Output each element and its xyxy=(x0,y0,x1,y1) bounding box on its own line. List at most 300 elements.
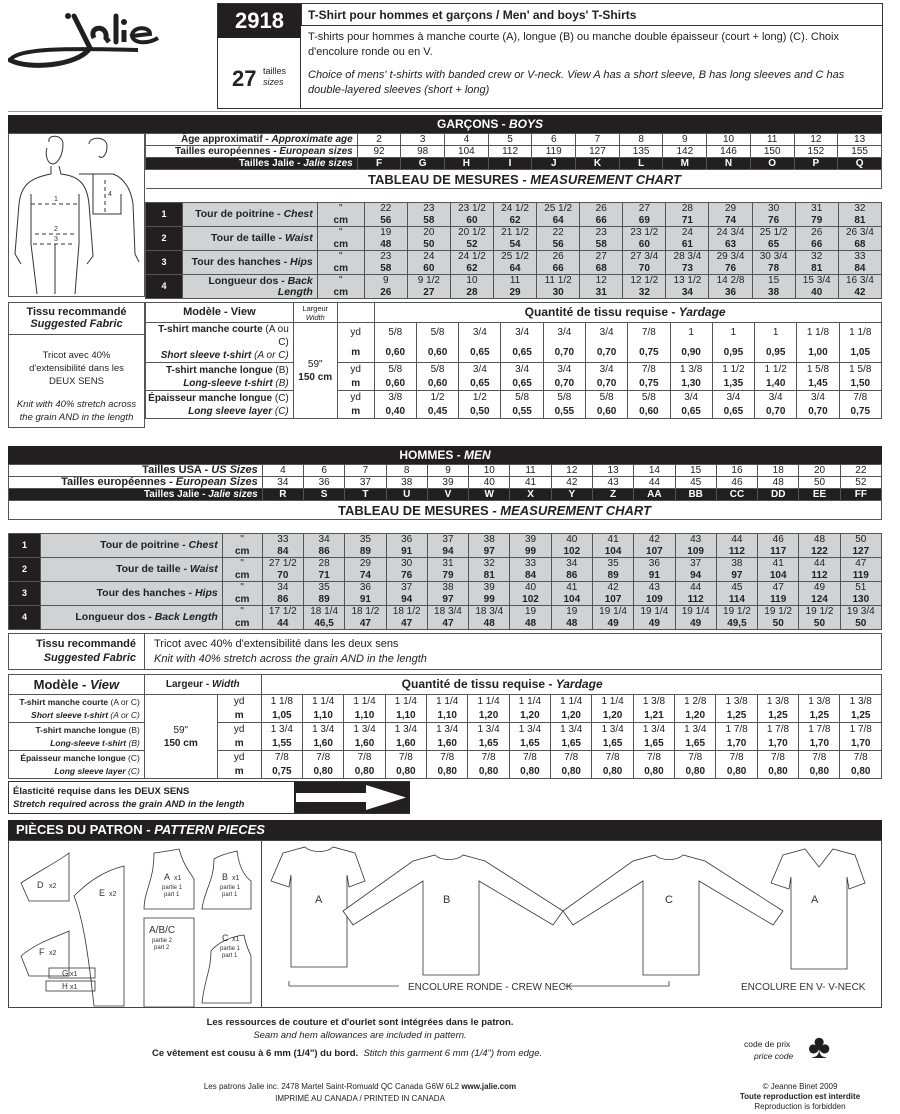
stretch-arrow-icon xyxy=(294,782,410,813)
yardage-yd: 7/8 xyxy=(840,751,882,765)
size-cell: 42 xyxy=(551,477,592,489)
measurement-row xyxy=(9,582,882,594)
yardage-row xyxy=(146,363,882,377)
age-cell: 5 xyxy=(488,134,532,146)
men-jalie-sizes-row xyxy=(9,489,882,501)
cm-value: 28 xyxy=(450,287,493,299)
size-cell: 12 xyxy=(551,465,592,477)
size-cell: 46 xyxy=(716,477,757,489)
yardage-m: 0,80 xyxy=(385,765,426,779)
reproduction-fr: Toute reproduction est interdite xyxy=(739,1092,861,1101)
yardage-m: 0,45 xyxy=(416,405,458,419)
yardage-m: 1,70 xyxy=(757,737,798,751)
unit-m: m xyxy=(217,765,261,779)
view-column-header: Modèle - View xyxy=(146,303,294,323)
size-cell: 52 xyxy=(840,477,881,489)
yardage-m: 1,65 xyxy=(551,737,592,751)
cm-value: 49,5 xyxy=(716,618,757,630)
svg-text:partie 2: partie 2 xyxy=(152,938,173,944)
inch-value: 26 xyxy=(580,203,623,215)
yardage-m: 1,20 xyxy=(592,709,633,723)
yardage-m: 0,90 xyxy=(670,343,712,363)
fabric-width: 59" 150 cm xyxy=(144,695,217,779)
inch-value: 45 xyxy=(716,582,757,594)
cm-value: 71 xyxy=(303,570,344,582)
unit-inch: " xyxy=(222,558,262,570)
size-cell: 34 xyxy=(262,477,303,489)
size-cell: 119 xyxy=(532,146,576,158)
size-count-box xyxy=(218,38,301,109)
yardage-m: 0,80 xyxy=(303,765,344,779)
yardage-yd: 1 xyxy=(755,323,797,343)
age-cell: 13 xyxy=(838,134,882,146)
measurement-number: 4 xyxy=(9,606,41,630)
inch-value: 14 2/8 xyxy=(709,275,752,287)
yardage-yd: 1 1/4 xyxy=(468,695,509,709)
size-cell: 104 xyxy=(445,146,489,158)
cm-value: 89 xyxy=(345,546,386,558)
svg-text:x1: x1 xyxy=(232,875,240,882)
yardage-header-row xyxy=(9,675,882,695)
unit-yd: yd xyxy=(217,723,261,737)
age-cell: 4 xyxy=(445,134,489,146)
yardage-yd: 1 7/8 xyxy=(840,723,882,737)
size-cell: CC xyxy=(716,489,757,501)
inch-value: 15 xyxy=(752,275,795,287)
yardage-yd: 7/8 xyxy=(468,751,509,765)
yardage-yd: 1 7/8 xyxy=(716,723,757,737)
cm-value: 48 xyxy=(551,618,592,630)
crew-neck-label: ENCOLURE RONDE - CREW NECK xyxy=(408,982,573,993)
men-eu-sizes-row xyxy=(9,477,882,489)
measurement-label: Tour des hanches - Hips xyxy=(40,582,222,606)
cm-value: 79 xyxy=(427,570,468,582)
yardage-yd: 7/8 xyxy=(716,751,757,765)
unit-yd: yd xyxy=(337,391,374,405)
cm-value: 86 xyxy=(262,594,303,606)
inch-value: 23 xyxy=(364,251,407,263)
inch-value: 22 xyxy=(364,203,407,215)
inch-value: 44 xyxy=(716,534,757,546)
yardage-yd: 5/8 xyxy=(374,363,416,377)
yardage-yd: 1/2 xyxy=(416,391,458,405)
website-link[interactable]: www.jalie.com xyxy=(461,1082,517,1091)
inch-value: 34 xyxy=(551,558,592,570)
cm-value: 65 xyxy=(752,239,795,251)
yardage-m: 1,70 xyxy=(716,737,757,751)
cm-value: 47 xyxy=(345,618,386,630)
age-cell: 9 xyxy=(663,134,707,146)
cm-value: 62 xyxy=(450,263,493,275)
measurement-number: 2 xyxy=(146,227,183,251)
svg-text:part 1: part 1 xyxy=(222,892,238,898)
men-fabric-box xyxy=(8,633,882,670)
cm-value: 30 xyxy=(537,287,580,299)
stretch-en: Stretch required across the grain AND in the length xyxy=(13,799,245,810)
cm-value: 68 xyxy=(838,239,881,251)
cm-value: 56 xyxy=(364,215,407,227)
cm-value: 66 xyxy=(795,239,838,251)
seam-note xyxy=(150,1016,570,1042)
cm-value: 58 xyxy=(364,263,407,275)
yardage-yd: 1 1/4 xyxy=(509,695,550,709)
yardage-m: 1,55 xyxy=(261,737,302,751)
cm-value: 32 xyxy=(623,287,666,299)
boys-fabric-box xyxy=(8,302,145,428)
size-cell: 9 xyxy=(427,465,468,477)
yardage-yd: 7/8 xyxy=(344,751,385,765)
inch-value: 18 3/4 xyxy=(469,606,510,618)
yardage-yd: 1 3/4 xyxy=(427,723,468,737)
width-column-header: Largeur Width xyxy=(293,303,337,323)
size-cell: N xyxy=(707,158,751,170)
men-heading: HOMMES - MEN xyxy=(8,446,882,464)
cm-value: 81 xyxy=(838,215,881,227)
yardage-m: 1,21 xyxy=(633,709,674,723)
piece-label: C xyxy=(222,933,229,943)
yardage-yd: 7/8 xyxy=(839,391,881,405)
inch-value: 31 xyxy=(427,558,468,570)
cm-value: 114 xyxy=(716,594,757,606)
size-cell: 40 xyxy=(469,477,510,489)
size-cell: 14 xyxy=(634,465,675,477)
inch-value: 30 3/4 xyxy=(752,251,795,263)
yardage-m: 0,70 xyxy=(585,343,627,363)
yardage-m: 1,05 xyxy=(839,343,881,363)
inch-value: 19 xyxy=(364,227,407,239)
unit-yd: yd xyxy=(337,363,374,377)
inch-value: 25 1/2 xyxy=(752,227,795,239)
price-code-en: price code xyxy=(754,1051,794,1061)
cm-value: 107 xyxy=(592,594,633,606)
pattern-pieces-diagram xyxy=(9,841,261,1007)
inch-value: 42 xyxy=(634,534,675,546)
inch-value: 35 xyxy=(592,558,633,570)
unit-cm: cm xyxy=(317,287,364,299)
cm-value: 62 xyxy=(494,215,537,227)
yardage-row xyxy=(146,323,882,343)
boys-age-row xyxy=(146,134,882,146)
size-cell: T xyxy=(345,489,386,501)
size-cell: BB xyxy=(675,489,716,501)
cm-value: 60 xyxy=(623,239,666,251)
pattern-pieces-heading: PIÈCES DU PATRON - PATTERN PIECES xyxy=(8,820,882,840)
inch-value: 26 xyxy=(795,227,838,239)
boys-jalie-row xyxy=(146,158,882,170)
yardage-yd: 7/8 xyxy=(261,751,302,765)
yardage-m: 1,10 xyxy=(344,709,385,723)
pattern-number: 2918 xyxy=(218,4,301,38)
cm-value: 89 xyxy=(303,594,344,606)
yardage-yd: 5/8 xyxy=(416,363,458,377)
yardage-row xyxy=(9,695,882,709)
unit-cm: cm xyxy=(222,618,262,630)
boys-heading: GARÇONS - BOYS xyxy=(8,115,882,133)
yardage-m: 0,80 xyxy=(840,765,882,779)
size-cell: 44 xyxy=(634,477,675,489)
cm-value: 46,5 xyxy=(303,618,344,630)
cm-value: 91 xyxy=(345,594,386,606)
yardage-m: 1,10 xyxy=(427,709,468,723)
inch-value: 44 xyxy=(799,558,840,570)
copyright: © Jeanne Binet 2009 xyxy=(762,1082,838,1091)
size-cell: M xyxy=(663,158,707,170)
yardage-yd: 7/8 xyxy=(427,751,468,765)
men-fabric-title-en: Suggested Fabric xyxy=(43,652,136,664)
cm-value: 27 xyxy=(407,287,450,299)
yardage-m: 0,70 xyxy=(797,405,839,419)
cm-value: 84 xyxy=(838,263,881,275)
measurement-number: 3 xyxy=(9,582,41,606)
size-count: 27 xyxy=(232,66,257,91)
yardage-m: 0,80 xyxy=(757,765,798,779)
inch-value: 12 xyxy=(580,275,623,287)
yardage-m: 0,75 xyxy=(839,405,881,419)
size-cell: 10 xyxy=(469,465,510,477)
v-neck-label: ENCOLURE EN V- V-NECK xyxy=(741,982,866,993)
cm-value: 29 xyxy=(494,287,537,299)
yardage-title: Quantité de tissu requise - Yardage xyxy=(261,675,881,695)
yardage-m: 1,30 xyxy=(670,377,712,391)
age-label: Âge approximatif - Approximate age xyxy=(146,134,358,146)
cm-value: 61 xyxy=(666,239,709,251)
inch-value: 19 1/4 xyxy=(675,606,716,618)
cm-value: 73 xyxy=(666,263,709,275)
cm-value: 86 xyxy=(551,570,592,582)
size-cell: 18 xyxy=(758,465,799,477)
yardage-yd: 7/8 xyxy=(303,751,344,765)
size-cell: J xyxy=(532,158,576,170)
size-cell: 8 xyxy=(386,465,427,477)
yardage-yd: 1 3/4 xyxy=(509,723,550,737)
copyright-block xyxy=(735,1082,865,1112)
printed-in: IMPRIMÉ AU CANADA / PRINTED IN CANADA xyxy=(275,1094,445,1103)
men-fabric-desc-fr: Tricot avec 40% d'extensibilité dans les deux sens xyxy=(154,638,399,650)
size-cell: V xyxy=(427,489,468,501)
stitch-note xyxy=(152,1048,542,1059)
yardage-m: 0,80 xyxy=(799,765,840,779)
yardage-yd: 3/4 xyxy=(797,391,839,405)
cm-value: 107 xyxy=(634,546,675,558)
inch-value: 17 1/2 xyxy=(262,606,303,618)
cm-value: 42 xyxy=(838,287,881,299)
size-cell: 22 xyxy=(840,465,881,477)
inch-value: 37 xyxy=(427,534,468,546)
size-cell: EE xyxy=(799,489,840,501)
cm-value: 56 xyxy=(537,239,580,251)
yardage-m: 1,25 xyxy=(757,709,798,723)
size-cell: Z xyxy=(592,489,633,501)
yardage-yd: 7/8 xyxy=(509,751,550,765)
yardage-m: 0,80 xyxy=(427,765,468,779)
inch-value: 27 xyxy=(580,251,623,263)
yardage-m: 0,70 xyxy=(755,405,797,419)
cm-value: 94 xyxy=(427,546,468,558)
size-cell: 41 xyxy=(510,477,551,489)
yardage-yd: 1 1/4 xyxy=(551,695,592,709)
cm-value: 50 xyxy=(758,618,799,630)
inch-value: 20 xyxy=(407,227,450,239)
cm-value: 47 xyxy=(427,618,468,630)
unit-m: m xyxy=(217,737,261,751)
yardage-m: 1,70 xyxy=(840,737,882,751)
cm-value: 86 xyxy=(303,546,344,558)
measurement-number: 4 xyxy=(146,275,183,299)
yardage-m: 0,55 xyxy=(543,405,585,419)
yardage-m: 0,95 xyxy=(712,343,754,363)
age-cell: 3 xyxy=(401,134,445,146)
unit-m: m xyxy=(337,377,374,391)
size-cell: 20 xyxy=(799,465,840,477)
yardage-m: 0,60 xyxy=(628,405,670,419)
cm-value: 99 xyxy=(510,546,551,558)
cm-value: 60 xyxy=(450,215,493,227)
unit-yd: yd xyxy=(217,751,261,765)
view-label: A xyxy=(811,894,819,906)
cm-value: 76 xyxy=(752,215,795,227)
width-column-header: Largeur - Width xyxy=(144,675,261,695)
cm-value: 49 xyxy=(634,618,675,630)
inch-value: 19 xyxy=(551,606,592,618)
yardage-yd: 7/8 xyxy=(628,323,670,343)
inch-value: 19 xyxy=(510,606,551,618)
cm-value: 66 xyxy=(537,263,580,275)
view-column-header: Modèle - View xyxy=(9,675,145,695)
inch-value: 41 xyxy=(592,534,633,546)
view-label: A xyxy=(315,894,323,906)
stitch-fr: Ce vêtement est cousu à 6 mm (1/4") du bord. xyxy=(152,1048,359,1059)
measurement-label: Tour de taille - Waist xyxy=(40,558,222,582)
size-cell: U xyxy=(386,489,427,501)
size-cell: 92 xyxy=(357,146,401,158)
inch-value: 23 xyxy=(407,203,450,215)
yardage-yd: 1 1/8 xyxy=(261,695,302,709)
unit-inch: " xyxy=(222,534,262,546)
cm-value: 70 xyxy=(262,570,303,582)
yardage-m: 1,60 xyxy=(427,737,468,751)
fabric-width: 59" 150 cm xyxy=(293,323,337,419)
row-label: Tailles Jalie - Jalie sizes xyxy=(146,158,358,170)
size-cell: R xyxy=(262,489,303,501)
inch-value: 33 xyxy=(262,534,303,546)
yardage-yd: 1 3/4 xyxy=(385,723,426,737)
yardage-m: 0,75 xyxy=(628,343,670,363)
size-cell: 152 xyxy=(794,146,838,158)
unit-m: m xyxy=(337,343,374,363)
yardage-yd: 1 3/4 xyxy=(675,723,716,737)
yardage-yd: 1 1/8 xyxy=(839,323,881,343)
unit-cm: cm xyxy=(222,594,262,606)
inch-value: 23 xyxy=(580,227,623,239)
size-cell: 98 xyxy=(401,146,445,158)
cm-value: 58 xyxy=(407,215,450,227)
yardage-yd: 3/8 xyxy=(374,391,416,405)
cm-value: 112 xyxy=(675,594,716,606)
inch-value: 40 xyxy=(551,534,592,546)
cm-value: 52 xyxy=(450,239,493,251)
yardage-yd: 1 1/4 xyxy=(592,695,633,709)
cm-value: 78 xyxy=(752,263,795,275)
yardage-yd: 1 3/8 xyxy=(799,695,840,709)
price-code xyxy=(744,1038,793,1062)
age-cell: 2 xyxy=(357,134,401,146)
unit-inch: " xyxy=(317,203,364,215)
yardage-yd: 3/4 xyxy=(501,323,543,343)
cm-value: 104 xyxy=(592,546,633,558)
size-cell: DD xyxy=(758,489,799,501)
age-cell: 10 xyxy=(707,134,751,146)
cm-value: 122 xyxy=(799,546,840,558)
inch-value: 38 xyxy=(427,582,468,594)
men-us-sizes-row xyxy=(9,465,882,477)
row-label: Tailles Jalie - Jalie sizes xyxy=(9,489,263,501)
yardage-m: 0,40 xyxy=(374,405,416,419)
yardage-yd: 7/8 xyxy=(675,751,716,765)
size-cell: FF xyxy=(840,489,881,501)
svg-text:part 1: part 1 xyxy=(222,953,238,959)
address: Les patrons Jalie inc. 2478 Martel Saint-Romuald QC Canada G6W 6L2 xyxy=(203,1082,462,1091)
size-cell: 127 xyxy=(576,146,620,158)
cm-value: 124 xyxy=(799,594,840,606)
cm-value: 89 xyxy=(592,570,633,582)
yardage-m: 0,65 xyxy=(712,405,754,419)
inch-value: 39 xyxy=(510,534,551,546)
yardage-yd: 7/8 xyxy=(633,751,674,765)
cm-value: 71 xyxy=(666,215,709,227)
yardage-m: 0,80 xyxy=(675,765,716,779)
age-cell: 7 xyxy=(576,134,620,146)
yardage-m: 1,70 xyxy=(799,737,840,751)
yardage-m: 0,80 xyxy=(509,765,550,779)
yardage-yd: 1 3/4 xyxy=(592,723,633,737)
yardage-m: 1,20 xyxy=(551,709,592,723)
garment-views xyxy=(263,841,881,1007)
inch-value: 50 xyxy=(840,534,881,546)
yardage-m: 1,60 xyxy=(385,737,426,751)
yardage-m: 0,65 xyxy=(670,405,712,419)
yardage-m: 1,20 xyxy=(675,709,716,723)
row-label: Tailles européennes - European sizes xyxy=(146,146,358,158)
yardage-yd: 3/4 xyxy=(670,391,712,405)
cm-value: 130 xyxy=(840,594,881,606)
yardage-view-label: Épaisseur manche longue (C) Long sleeve layer (C) xyxy=(9,751,145,779)
yardage-m: 0,60 xyxy=(416,377,458,391)
unit-inch: " xyxy=(222,606,262,618)
cm-value: 84 xyxy=(262,546,303,558)
view-b xyxy=(343,855,563,975)
fabric-desc-fr: Tricot avec 40% d'extensibilité dans les DEUX SENS xyxy=(29,350,124,387)
yardage-yd: 1 1/4 xyxy=(427,695,468,709)
row-label: Tailles USA - US Sizes xyxy=(9,465,263,477)
cm-value: 60 xyxy=(407,263,450,275)
measurement-row xyxy=(9,606,882,618)
piece-E xyxy=(74,866,124,1006)
measurement-label: Tour de poitrine - Chest xyxy=(182,203,317,227)
cm-value: 97 xyxy=(716,570,757,582)
yardage-yd: 1 3/8 xyxy=(716,695,757,709)
inch-value: 38 xyxy=(469,534,510,546)
yardage-yd: 1 5/8 xyxy=(839,363,881,377)
cm-value: 64 xyxy=(494,263,537,275)
inch-value: 18 1/4 xyxy=(303,606,344,618)
cm-value: 112 xyxy=(799,570,840,582)
age-cell: 6 xyxy=(532,134,576,146)
cm-value: 94 xyxy=(675,570,716,582)
yardage-m: 1,00 xyxy=(797,343,839,363)
yardage-m: 0,95 xyxy=(755,343,797,363)
piece-label: F xyxy=(39,947,45,957)
cm-value: 127 xyxy=(840,546,881,558)
